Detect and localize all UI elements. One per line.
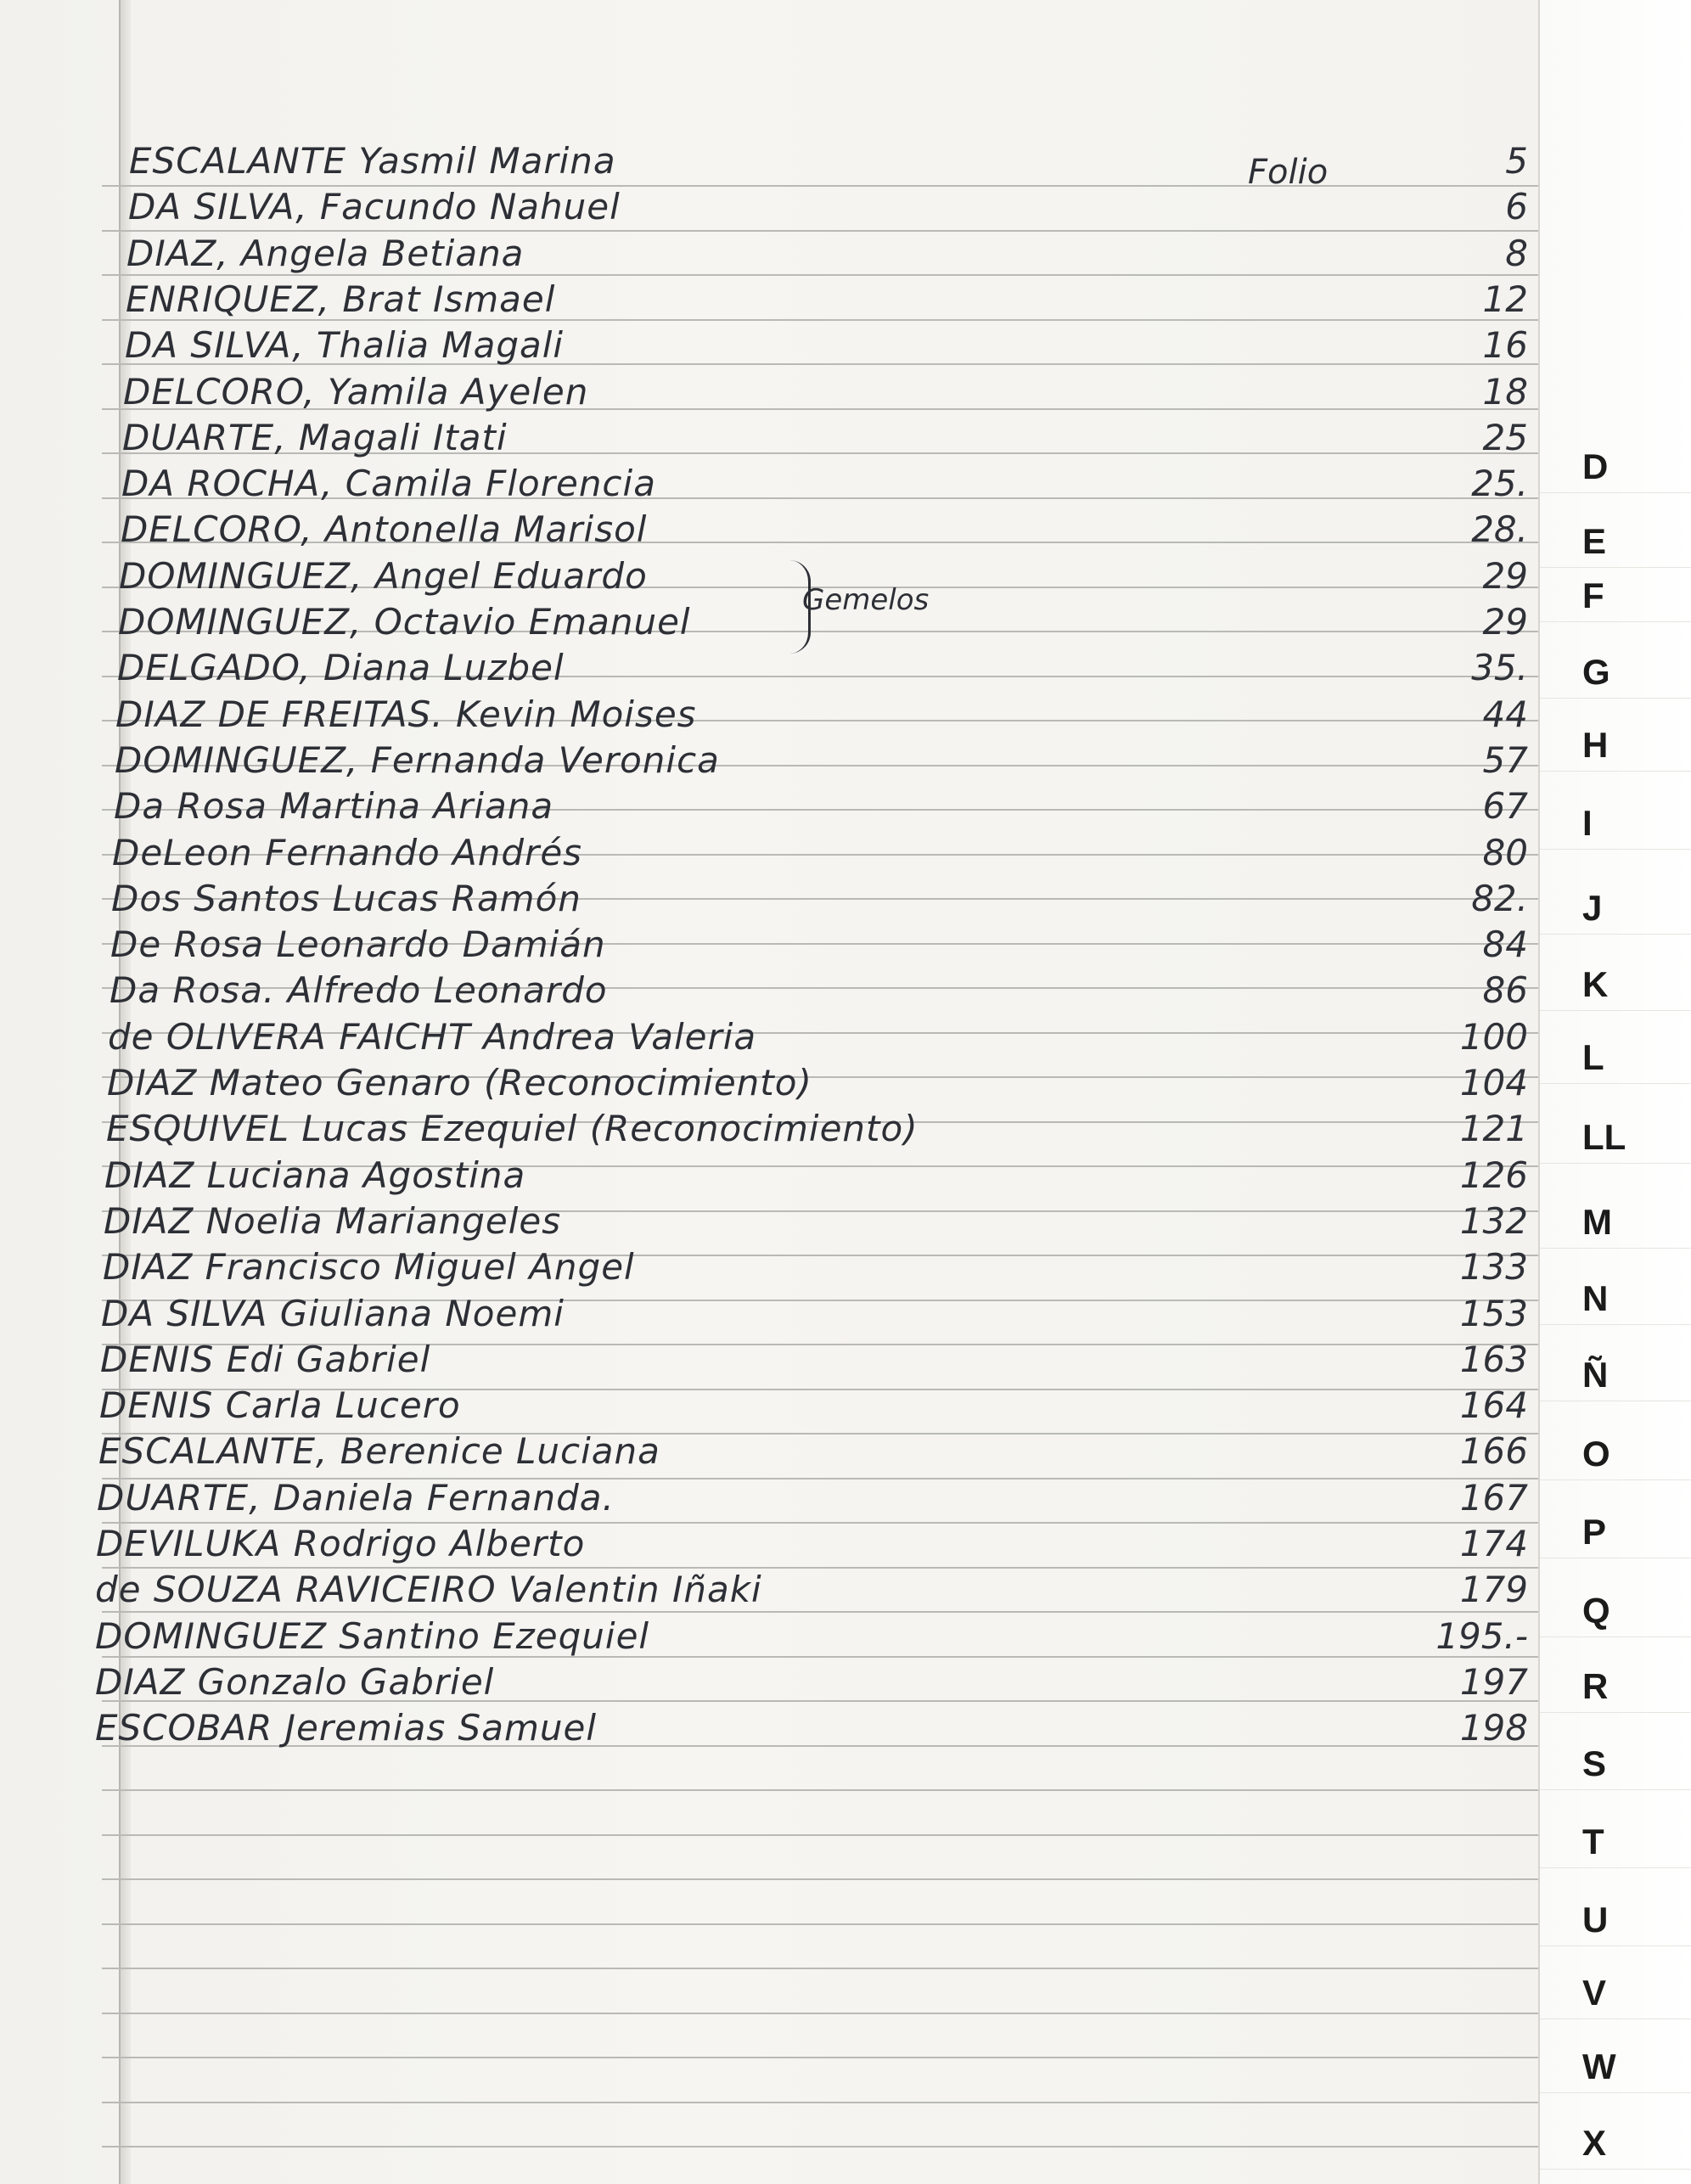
entry-name: DA ROCHA, Camila Florencia [121,463,656,505]
entry-folio: 133 [1459,1246,1528,1289]
entry-name: DIAZ, Angela Betiana [126,232,525,274]
entry-name: DA SILVA, Thalia Magali [125,324,565,367]
entry-folio: 6 [1505,186,1528,228]
entry-name: DA SILVA, Facundo Nahuel [128,186,621,228]
register-entry [0,230,1691,277]
entry-folio: 198 [1459,1707,1528,1749]
index-tab[interactable]: H [1540,720,1691,772]
entry-name: DELCORO, Antonella Marisol [121,508,648,551]
register-entry [0,183,1691,230]
entry-name: DIAZ DE FREITAS. Kevin Moises [115,693,697,735]
entry-folio: 80 [1482,831,1528,873]
twins-note: Gemelos [802,583,930,617]
index-tab[interactable]: E [1540,516,1691,568]
index-tab[interactable]: W [1540,2041,1691,2093]
register-entry [0,506,1691,553]
entry-name: DOMINGUEZ, Octavio Emanuel [118,601,691,643]
index-tab[interactable]: S [1540,1738,1691,1790]
entry-folio: 100 [1459,1015,1528,1058]
entry-name: ESQUIVEL Lucas Ezequiel (Reconocimiento) [106,1108,919,1150]
entry-name: Dos Santos Lucas Ramón [111,877,581,919]
index-tab[interactable]: K [1540,959,1691,1011]
ruled-line [102,1878,1545,1880]
entry-name: DA SILVA Giuliana Noemi [101,1292,565,1334]
entry-name: DENIS Edi Gabriel [100,1338,431,1380]
register-entry [0,1474,1691,1521]
index-tab[interactable]: Q [1540,1586,1691,1637]
entry-folio: 5 [1505,140,1528,182]
entry-name: DIAZ Luciana Agostina [104,1154,526,1196]
entry-folio: 25 [1482,416,1528,458]
entry-name: DOMINGUEZ Santino Ezequiel [95,1614,650,1657]
register-entry [0,691,1691,738]
entry-folio: 29 [1482,554,1528,597]
entry-name: DIAZ Mateo Genaro (Reconocimiento) [107,1062,812,1103]
entry-name: DEVILUKA Rodrigo Alberto [96,1523,586,1564]
register-entry [0,1613,1691,1659]
entry-name: DUARTE, Magali Itati [122,416,508,458]
entry-name: DENIS Carla Lucero [99,1384,461,1427]
entry-folio: 16 [1482,324,1528,367]
entry-folio: 167 [1459,1476,1528,1519]
entry-folio: 25. [1471,463,1528,505]
register-entry [0,1290,1691,1337]
entry-folio: 84 [1482,924,1528,966]
register-entry [0,460,1691,507]
register-entry [0,1336,1691,1383]
entry-name: de OLIVERA FAICHT Andrea Valeria [108,1015,757,1058]
entry-folio: 86 [1482,969,1528,1012]
entry-folio: 18 [1482,370,1528,413]
register-entry [0,967,1691,1013]
entry-folio: 126 [1459,1154,1528,1196]
entry-name: DELCORO, Yamila Ayelen [123,370,589,413]
entry-folio: 197 [1459,1660,1528,1703]
register-entry [0,368,1691,415]
register-entry [0,921,1691,968]
entry-name: De Rosa Leonardo Damián [110,924,606,966]
register-entry [0,737,1691,783]
folio-column-label: Folio [1248,153,1329,192]
register-entry [0,783,1691,829]
register-entry [0,1198,1691,1244]
entry-name: DIAZ Noelia Mariangeles [104,1199,562,1242]
entry-folio: 153 [1459,1292,1528,1334]
register-entry [0,414,1691,461]
entry-folio: 163 [1459,1338,1528,1380]
register-entry [0,138,1691,184]
register-entry [0,1659,1691,1705]
ruled-line [102,1968,1545,1969]
index-tab[interactable]: V [1540,1968,1691,2019]
index-tab[interactable]: P [1540,1507,1691,1558]
entry-folio: 57 [1482,738,1528,781]
index-tab[interactable]: Ñ [1540,1350,1691,1401]
entry-folio: 179 [1459,1569,1528,1611]
index-tab[interactable]: X [1540,2118,1691,2170]
index-tab[interactable]: T [1540,1816,1691,1868]
index-tab[interactable]: LL [1540,1112,1691,1164]
register-entry [0,1013,1691,1060]
ruled-line [102,1789,1545,1791]
index-tab[interactable]: N [1540,1273,1691,1325]
ruled-line [102,1834,1545,1836]
index-tab[interactable]: R [1540,1661,1691,1713]
entry-name: ESCALANTE Yasmil Marina [129,140,616,182]
register-entry [0,1428,1691,1474]
entry-folio: 29 [1482,601,1528,643]
index-tab[interactable]: O [1540,1429,1691,1480]
entry-name: ENRIQUEZ, Brat Ismael [126,278,556,320]
alphabet-index-tabs [1538,0,1691,2184]
entry-folio: 166 [1459,1430,1528,1473]
entry-name: ESCALANTE, Berenice Luciana [98,1430,660,1473]
index-tab[interactable]: M [1540,1197,1691,1249]
entry-name: Da Rosa. Alfredo Leonardo [110,969,608,1012]
register-entry [0,1105,1691,1152]
register-entry [0,1152,1691,1199]
register-entry [0,644,1691,691]
entry-folio: 44 [1482,693,1528,735]
register-entry [0,1704,1691,1751]
register-entry [0,875,1691,922]
entry-name: Da Rosa Martina Ariana [114,785,554,828]
register-entry [0,322,1691,368]
register-entry [0,1244,1691,1290]
entry-folio: 8 [1505,232,1528,274]
register-entry [0,1059,1691,1106]
entry-folio: 12 [1482,278,1528,320]
ruled-line [102,2013,1545,2014]
entry-name: DOMINGUEZ, Angel Eduardo [119,554,648,597]
entry-folio: 132 [1459,1199,1528,1242]
entry-folio: 121 [1459,1108,1528,1150]
index-tab[interactable]: G [1540,647,1691,699]
entry-folio: 67 [1482,785,1528,828]
entry-folio: 82. [1471,877,1528,919]
ruled-line [102,2146,1545,2148]
entry-name: DELGADO, Diana Luzbel [117,647,565,689]
entry-name: DIAZ Gonzalo Gabriel [95,1660,495,1703]
entry-name: DUARTE, Daniela Fernanda. [97,1476,615,1519]
register-entry [0,1566,1691,1613]
ruled-line [102,2102,1545,2103]
entry-folio: 35. [1471,647,1528,689]
register-entry [0,276,1691,323]
index-tab[interactable]: F [1540,570,1691,622]
ruled-line [102,1923,1545,1925]
entry-folio: 174 [1459,1523,1528,1564]
register-entry [0,829,1691,876]
entry-name: de SOUZA RAVICEIRO Valentin Iñaki [95,1569,762,1611]
entry-folio: 104 [1459,1062,1528,1103]
entry-name: DIAZ Francisco Miguel Angel [103,1246,635,1289]
entry-folio: 195.- [1435,1614,1528,1657]
index-tab[interactable]: U [1540,1895,1691,1946]
index-tab[interactable]: L [1540,1032,1691,1084]
index-tab[interactable]: I [1540,798,1691,850]
register-entry [0,1382,1691,1429]
entry-name: DeLeon Fernando Andrés [112,831,583,873]
entry-folio: 164 [1459,1384,1528,1427]
entry-name: ESCOBAR Jeremias Samuel [95,1707,597,1749]
entry-name: DOMINGUEZ, Fernanda Veronica [115,738,720,781]
ruled-line [102,2057,1545,2058]
index-tab[interactable]: J [1540,883,1691,935]
register-entry [0,1520,1691,1567]
entry-folio: 28. [1471,508,1528,551]
index-tab[interactable]: D [1540,441,1691,493]
